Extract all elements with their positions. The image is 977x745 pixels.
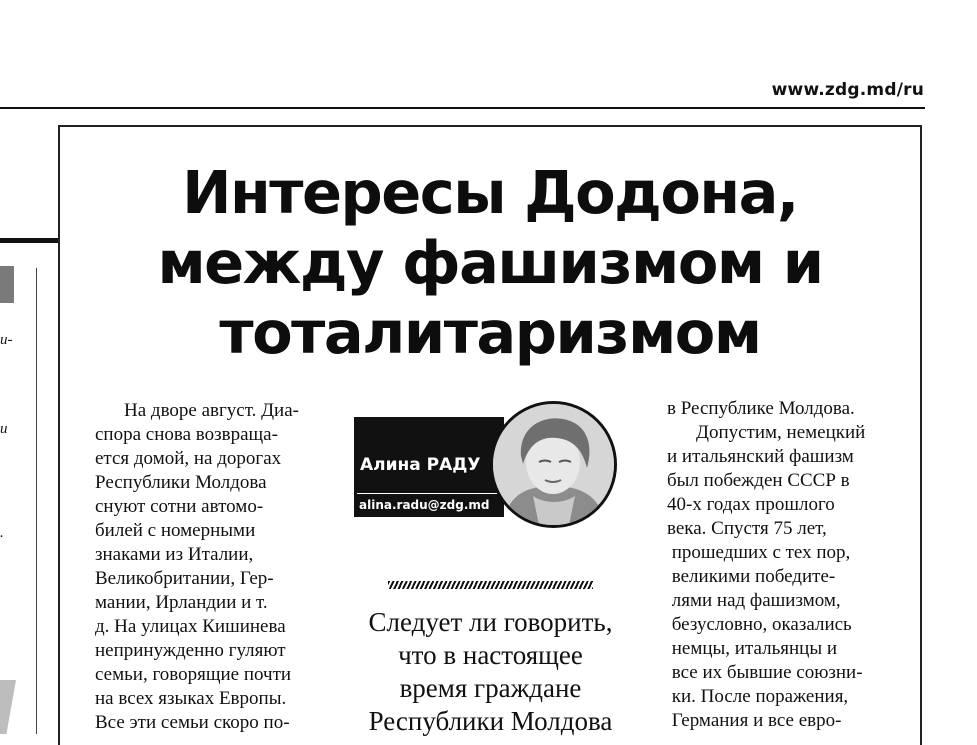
headline-line: Интересы Додона, [182, 158, 798, 227]
column-3-line: в Республике Молдова. [667, 398, 855, 419]
column-3-line: немцы, итальянцы и [667, 638, 838, 659]
article-column-1 [95, 399, 325, 735]
article-headline [60, 158, 920, 368]
column-3-line: безусловно, оказались [667, 614, 852, 635]
column-1-line: Все эти семьи скоро по- [95, 712, 290, 733]
pull-quote-line: Следует ли говорить, [368, 607, 613, 637]
pull-quote-line: время граждане [399, 673, 582, 703]
column-3-line: Допустим, немецкий [696, 422, 866, 443]
author-photo [490, 401, 617, 528]
left-column-text-fragment: . [0, 525, 4, 541]
pull-quote [348, 606, 633, 738]
left-column-gray-block [0, 266, 14, 303]
column-3-line: 40-х годах прошлого [667, 494, 835, 515]
column-1-line: на всех языках Европы. [95, 688, 287, 709]
column-1-line: знаками из Италии, [95, 544, 254, 565]
headline-line: тоталитаризмом [219, 298, 761, 367]
pull-quote-line: что в настоящее [398, 640, 583, 670]
left-column-graphic [0, 680, 16, 734]
headline-line: между фашизмом и [157, 228, 823, 297]
column-1-line: Великобритании, Гер- [95, 568, 274, 589]
author-email: alina.radu@zdg.md [357, 493, 499, 516]
author-name: Алина РАДУ [360, 455, 481, 475]
column-3-line: был побежден СССР в [667, 470, 850, 491]
left-column-rule [0, 238, 58, 243]
author-portrait-icon [493, 404, 614, 525]
column-3-line: ки. После поражения, [667, 686, 849, 707]
column-3-line: великими победите- [667, 566, 836, 587]
article-column-3 [667, 397, 907, 733]
column-1-line: спора снова возвраща- [95, 424, 278, 445]
column-separator [36, 268, 37, 734]
left-column-text-fragment: и [0, 421, 8, 437]
column-1-line: семьи, говорящие почти [95, 664, 292, 685]
column-1-line: мании, Ирландии и т. [95, 592, 268, 613]
column-1-line: На дворе август. Диа- [124, 400, 299, 421]
column-1-line: непринужденно гуляют [95, 640, 286, 661]
top-rule [0, 107, 925, 109]
column-1-line: снуют сотни автомо- [95, 496, 264, 517]
left-column-text-fragment: и- [0, 332, 13, 348]
column-3-line: все их бывшие союзни- [667, 662, 863, 683]
column-1-line: Республики Молдова [95, 472, 267, 493]
column-1-line: ется домой, на дорогах [95, 448, 282, 469]
column-1-line: билей с номерными [95, 520, 256, 541]
column-1-line: д. На улицах Кишинева [95, 616, 286, 637]
column-3-line: прошедших с тех пор, [667, 542, 851, 563]
ornamental-divider [388, 581, 593, 589]
column-3-line: лями над фашизмом, [667, 590, 841, 611]
column-3-line: Германия и все евро- [667, 710, 842, 731]
column-3-line: и итальянский фашизм [667, 446, 854, 467]
column-3-line: века. Спустя 75 лет, [667, 518, 827, 539]
pull-quote-line: Республики Молдова [368, 706, 613, 736]
site-url: www.zdg.md/ru [771, 80, 924, 100]
